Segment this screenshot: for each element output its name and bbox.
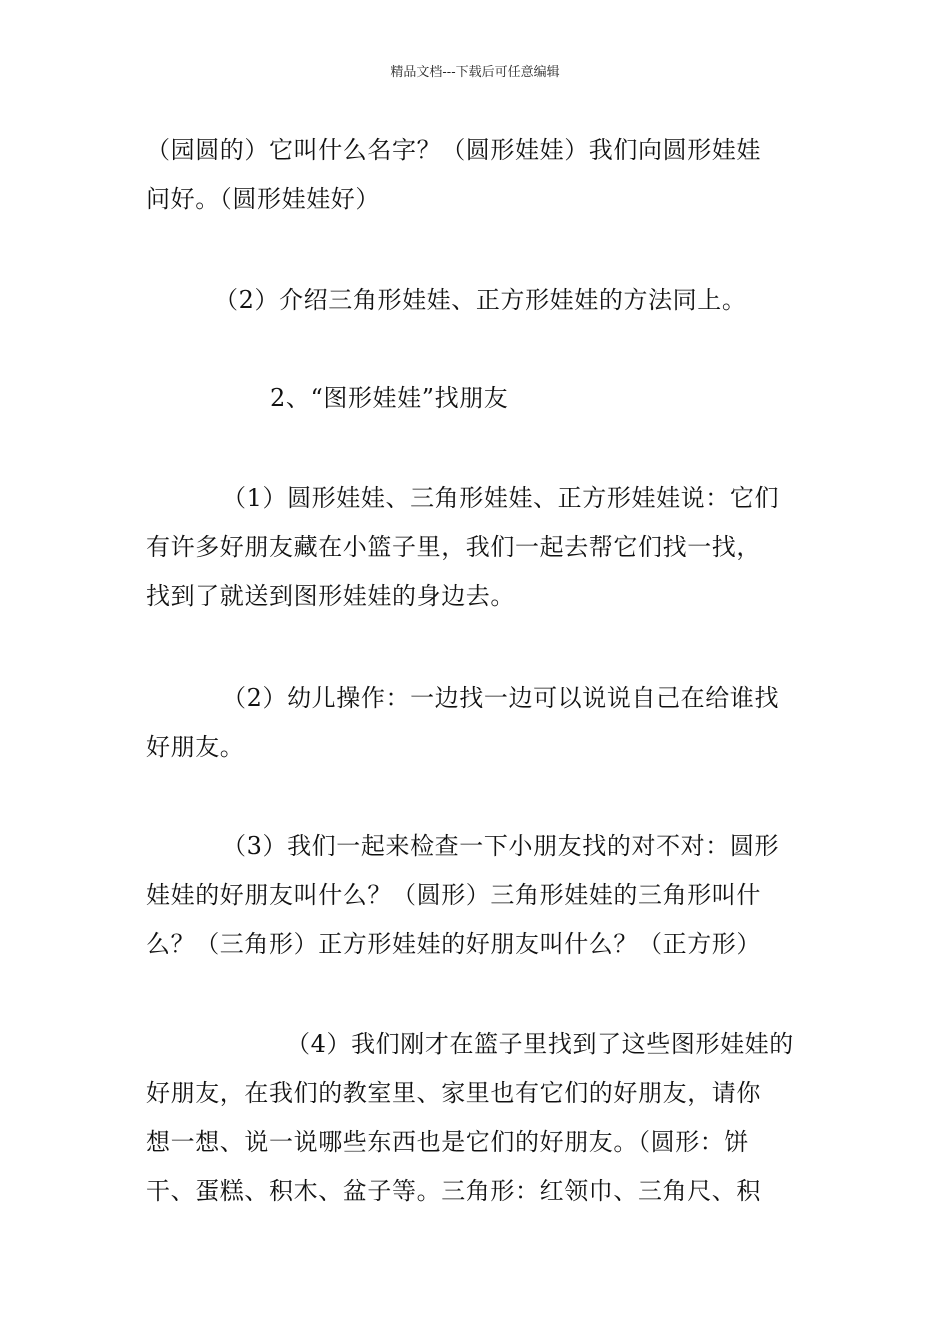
paragraph-step-4 — [146, 1020, 806, 1216]
paragraph-step-2-intro — [146, 276, 806, 325]
text-line: 2、“图形娃娃”找朋友 — [270, 384, 509, 412]
text-line: 有许多好朋友藏在小篮子里，我们一起去帮它们找一找， — [146, 533, 761, 561]
text-line: （园圆的）它叫什么名字？（圆形娃娃）我们向圆形娃娃 — [146, 136, 761, 164]
paragraph-intro-circle — [146, 126, 806, 224]
text-line: 好朋友，在我们的教室里、家里也有它们的好朋友，请你 — [146, 1079, 761, 1107]
section-heading-find-friends — [146, 374, 806, 423]
text-line: 想一想、说一说哪些东西也是它们的好朋友。（圆形：饼 — [146, 1128, 749, 1156]
text-line: （4）我们刚才在篮子里找到了这些图形娃娃的 — [286, 1030, 794, 1058]
text-line: 找到了就送到图形娃娃的身边去。 — [146, 582, 515, 610]
text-line: 好朋友。 — [146, 733, 245, 761]
text-line: （1）圆形娃娃、三角形娃娃、正方形娃娃说：它们 — [222, 484, 780, 512]
text-line: （2）幼儿操作：一边找一边可以说说自己在给谁找 — [222, 684, 780, 712]
document-header: 精品文档---下载后可任意编辑 — [390, 65, 560, 80]
text-line: 问好。（圆形娃娃好） — [146, 185, 380, 213]
text-line: （2）介绍三角形娃娃、正方形娃娃的方法同上。 — [214, 286, 747, 314]
paragraph-step-3 — [146, 822, 806, 969]
text-line: 么？（三角形）正方形娃娃的好朋友叫什么？（正方形） — [146, 930, 761, 958]
paragraph-step-2 — [146, 674, 806, 772]
paragraph-step-1 — [146, 474, 806, 621]
text-line: 娃娃的好朋友叫什么？（圆形）三角形娃娃的三角形叫什 — [146, 881, 761, 909]
text-line: （3）我们一起来检查一下小朋友找的对不对：圆形 — [222, 832, 780, 860]
text-line: 干、蛋糕、积木、盆子等。三角形：红领巾、三角尺、积 — [146, 1177, 761, 1205]
